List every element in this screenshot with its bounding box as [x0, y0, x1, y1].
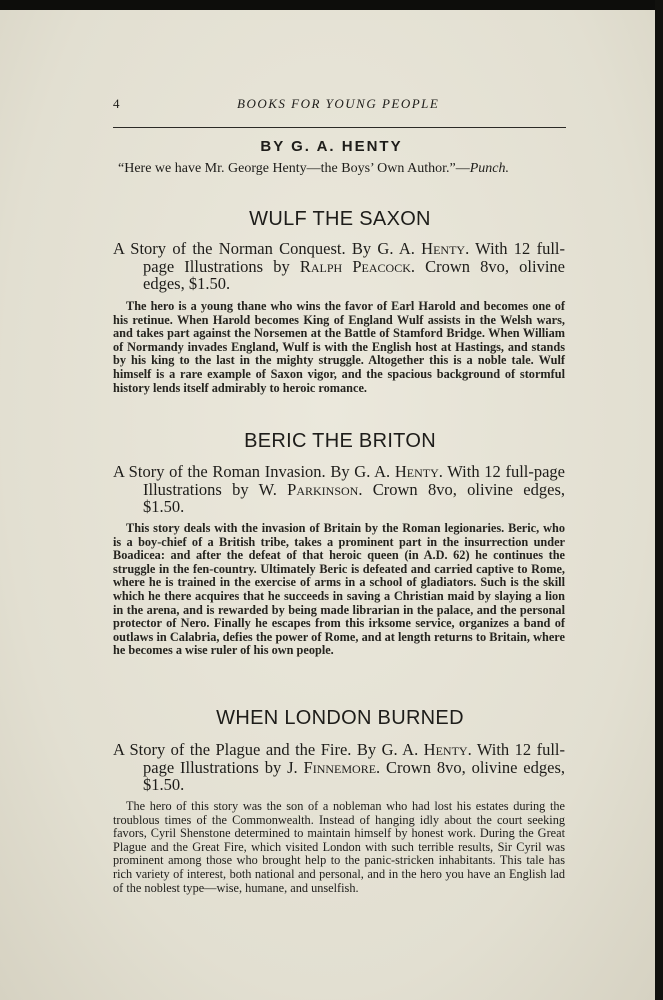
header-rule	[113, 127, 566, 128]
scan-right-edge	[655, 0, 663, 1000]
book-title: BERIC THE BRITON	[244, 430, 436, 452]
quote-source: Punch.	[469, 161, 509, 176]
book-description: The hero of this story was the son of a nobleman who had lost his estates during the troublous times of the Commonwealth. Instead of hanging idly about the court seeking favors, Cyril Shenstone determined to maintain himself by honest work. During the Great Plague and the Great Fire, which visited London with such terrible results, Sir Cyril was prominent among those who brought help to the panic-stricken inhabitants. This tale has rich variety of interest, both national and personal, and in the hero you have an English lad of the noblest type—wise, humane, and unselfish.	[113, 799, 565, 895]
running-title: BOOKS FOR YOUNG PEOPLE	[237, 96, 440, 111]
book-description: This story deals with the invasion of Britain by the Roman legionaries. Beric, who is a boy-chief of a British tribe, takes a prominent part in the insurrection under Boadicea: and after the defeat of that heroic queen (in A.D. 62) he continues the struggle in the fen-country. Ultimately Beric is defeated and carried captive to Rome, where he is trained in the exercise of arms in a school of gladiators. Such is the skill which he there acquires that he succeeds in saving a Christian maid by slaying a lion in the arena, and is rewarded by being made librarian in the palace, and the personal protector of Nero. Finally he escapes from this irksome service, organizes a band of outlaws in Calabria, defies the power of Rome, and at length returns to Britain, where he becomes a wise ruler of his own people.	[113, 521, 565, 658]
book-title: WHEN LONDON BURNED	[216, 707, 464, 729]
page-header	[113, 96, 566, 116]
scan-top-edge	[0, 0, 663, 10]
book-description: The hero is a young thane who wins the favor of Earl Harold and becomes one of his retinue. When Harold becomes King of England Wulf assists in the Welsh wars, and takes part against the Norsemen at the Battle of Stamford Bridge. When William of Normandy invades England, Wulf is with the English host at Hastings, and stands by his king to the last in the mighty struggle. Altogether this is a noble tale. Wulf himself is a rare example of Saxon vigor, and the spacious background of stormful history lends itself admirably to heroic romance.	[113, 299, 565, 395]
page-number: 4	[113, 96, 120, 111]
book-subtitle: A Story of the Roman Invasion. By G. A. Henty. With 12 full-page Illustrations by W. Parkinson. Crown 8vo, olivine edges, $1.50.	[113, 462, 566, 516]
book-page	[0, 8, 655, 1000]
quote-text: “Here we have Mr. George Henty—the Boys’ Own Author.”—	[118, 161, 470, 176]
author-heading: BY G. A. HENTY	[260, 138, 403, 155]
author-quote	[118, 161, 509, 177]
book-subtitle: A Story of the Norman Conquest. By G. A. Henty. With 12 full-page Illustrations by Ralph Peacock. Crown 8vo, olivine edges, $1.50.	[113, 239, 565, 293]
book-subtitle: A Story of the Plague and the Fire. By G. A. Henty. With 12 full-page Illustrations by J. Finnemore. Crown 8vo, olivine edges, $1.50.	[113, 740, 565, 794]
book-title: WULF THE SAXON	[249, 208, 431, 230]
